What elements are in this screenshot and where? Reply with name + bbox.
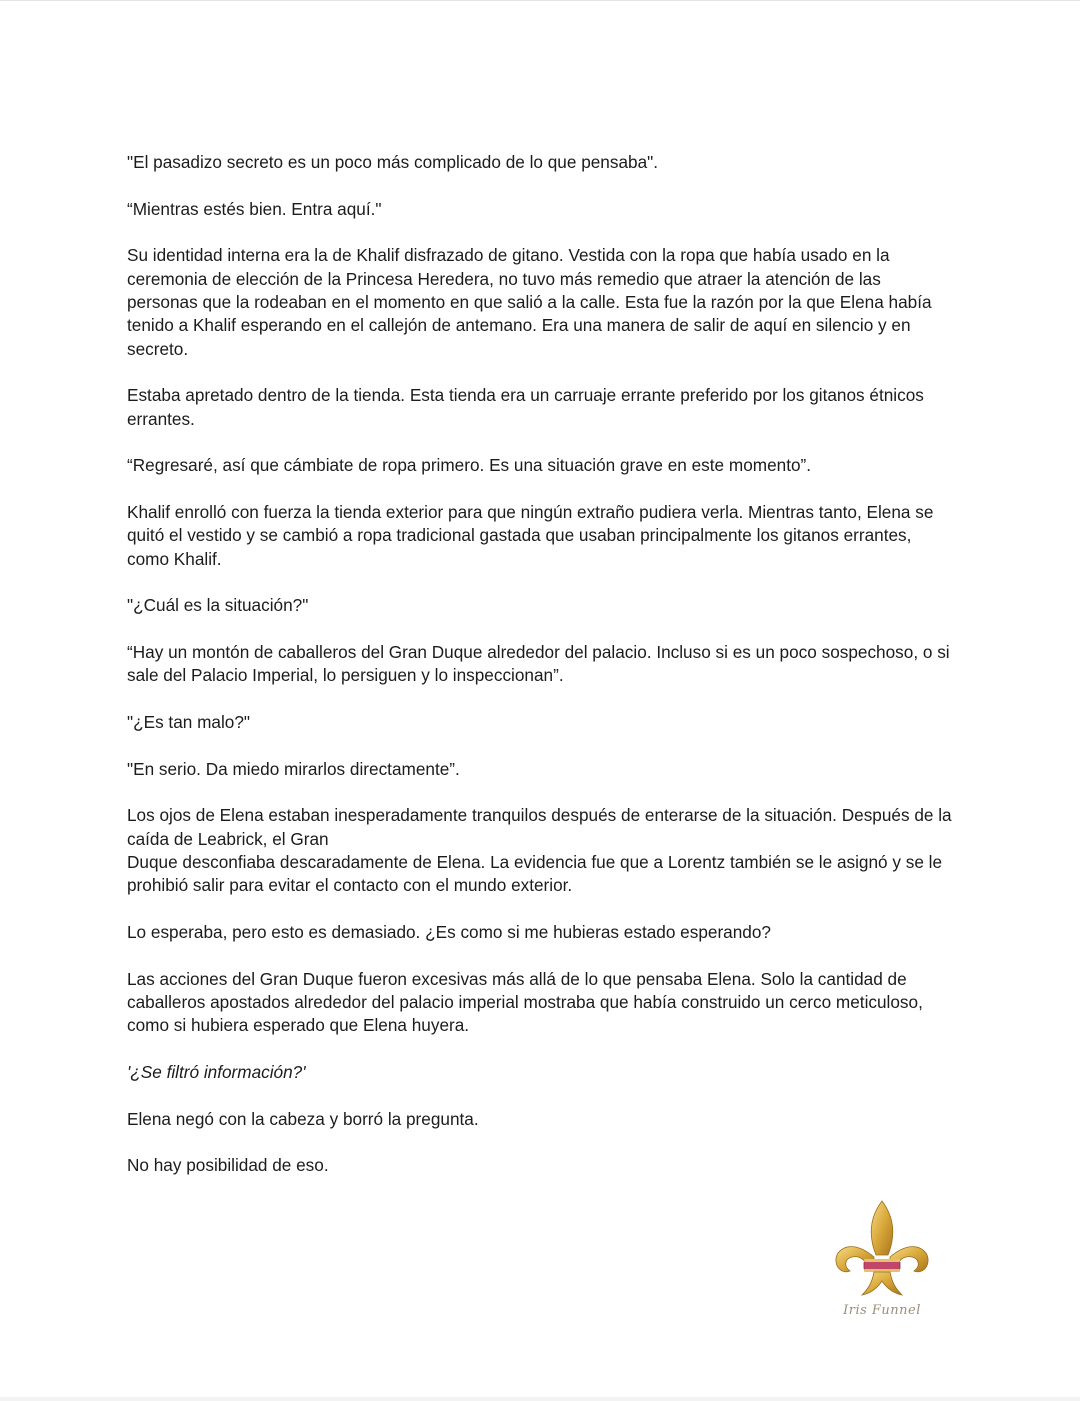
watermark-logo [826,1197,938,1327]
paragraph-13: Las acciones del Gran Duque fueron excesivas más allá de lo que pensaba Elena. Solo la cantidad de caballeros apostados alrededor del palacio imperial mostraba que había construido un cerco meticuloso, como si hubiera esperado que Elena huyera. [127,968,923,1036]
page-bottom-edge [0,1397,1080,1401]
paragraph-10: "En serio. Da miedo mirarlos directamente”. [127,758,460,779]
paragraph-3: Su identidad interna era la de Khalif disfrazado de gitano. Vestida con la ropa que había usado en la ceremonia de elección de la Princesa Heredera, no tuvo más remedio que atraer la atención de las personas que la rodeaban en el momento en que salió a la calle. Esta fue la razón por la que Elena había tenido a Khalif esperando en el callejón de antemano. Era una manera de salir de aquí en silencio y en secreto. [127,245,932,359]
paragraph-6: Khalif enrolló con fuerza la tienda exterior para que ningún extraño pudiera verla. Mientras tanto, Elena se quitó el vestido y se cambió a ropa tradicional gastada que usaban principalmente los gitanos errantes, como Khalif. [127,502,934,569]
fleur-de-lis-icon [830,1197,934,1301]
paragraph-4: Estaba apretado dentro de la tienda. Esta tienda era un carruaje errante preferido por los gitanos étnicos errantes. [127,385,924,429]
document-body [127,151,953,1201]
paragraph-16: No hay posibilidad de eso. [127,1155,329,1176]
paragraph-8: “Hay un montón de caballeros del Gran Duque alrededor del palacio. Incluso si es un poco sospechoso, o si sale del Palacio Imperial, lo persiguen y lo inspeccionan”. [127,642,950,686]
paragraph-15: Elena negó con la cabeza y borró la pregunta. [127,1108,479,1129]
paragraph-11: Los ojos de Elena estaban inesperadamente tranquilos después de enterarse de la situación. Después de la caída de Leabrick, el Gran Duque desconfiaba descaradamente de Elena. La evidencia fue que a Lorentz también se le asignó y se le prohibió salir para evitar el contacto con el mundo exterior. [127,805,952,896]
paragraph-9: "¿Es tan malo?" [127,712,251,732]
paragraph-7: "¿Cuál es la situación?" [127,595,309,616]
watermark-signature: Iris Funnel [843,1303,921,1318]
paragraph-5: “Regresaré, así que cámbiate de ropa primero. Es una situación grave en este momento”. [127,455,812,476]
paragraph-14: '¿Se filtró información?' [127,1062,306,1082]
paragraph-1: "El pasadizo secreto es un poco más complicado de lo que pensaba". [127,152,659,172]
paragraph-12: Lo esperaba, pero esto es demasiado. ¿Es como si me hubieras estado esperando? [127,922,771,942]
paragraph-2: “Mientras estés bien. Entra aquí." [127,198,382,219]
